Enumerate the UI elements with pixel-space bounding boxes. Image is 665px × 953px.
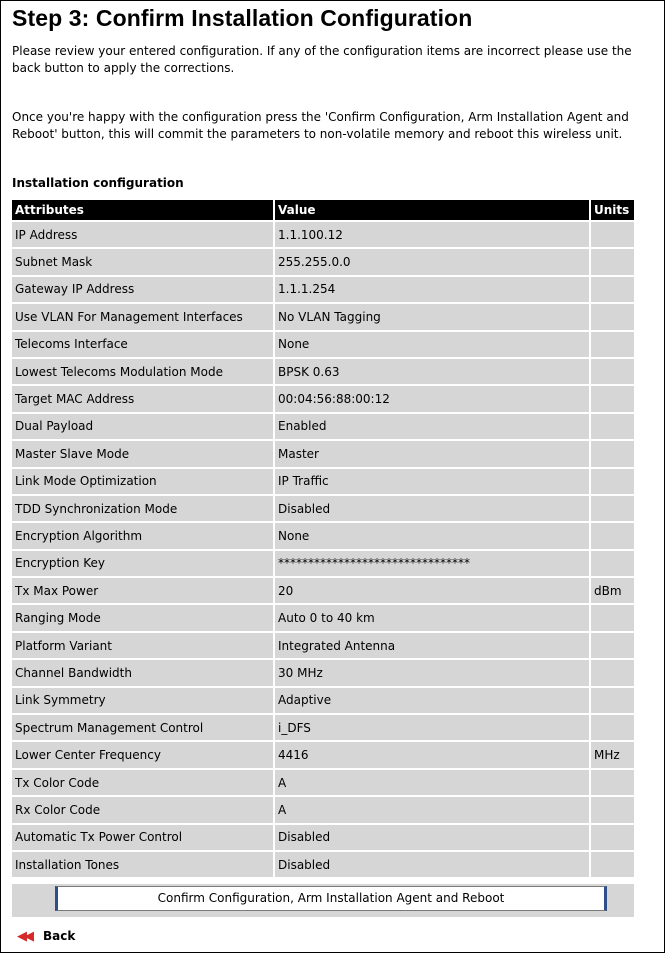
value-cell: 1.1.100.12 [275, 222, 589, 247]
table-row [12, 688, 634, 713]
value-cell: Adaptive [275, 688, 589, 713]
table-row [12, 523, 634, 548]
value-cell: IP Traffic [275, 469, 589, 494]
value-cell: 4416 [275, 742, 589, 767]
value-cell: i_DFS [275, 715, 589, 740]
units-cell [591, 441, 634, 466]
table-row [12, 277, 634, 302]
table-row [12, 249, 634, 274]
attribute-cell: Subnet Mask [12, 249, 273, 274]
units-cell [591, 523, 634, 548]
attribute-cell: Encryption Key [12, 551, 273, 576]
table-row [12, 825, 634, 850]
attribute-cell: Target MAC Address [12, 386, 273, 411]
units-cell [591, 605, 634, 630]
back-link[interactable] [17, 927, 75, 945]
attribute-cell: Link Mode Optimization [12, 469, 273, 494]
attribute-cell: Link Symmetry [12, 688, 273, 713]
units-cell [591, 770, 634, 795]
units-cell [591, 304, 634, 329]
value-cell: Auto 0 to 40 km [275, 605, 589, 630]
attribute-cell: Gateway IP Address [12, 277, 273, 302]
header-units: Units [591, 200, 634, 220]
confirm-button-row [12, 884, 634, 917]
double-left-arrow-icon: ◀◀ [17, 928, 31, 944]
installation-config-table [10, 198, 636, 879]
units-cell: MHz [591, 742, 634, 767]
units-cell [591, 249, 634, 274]
section-title: Installation configuration [12, 176, 184, 190]
value-cell: A [275, 770, 589, 795]
value-cell: A [275, 797, 589, 822]
attribute-cell: Dual Payload [12, 414, 273, 439]
units-cell [591, 332, 634, 357]
units-cell [591, 633, 634, 658]
table-row [12, 332, 634, 357]
attribute-cell: Spectrum Management Control [12, 715, 273, 740]
value-cell: 30 MHz [275, 660, 589, 685]
table-row [12, 222, 634, 247]
table-row [12, 605, 634, 630]
confirm-reboot-button[interactable]: Confirm Configuration, Arm Installation Agent and Reboot [55, 886, 607, 911]
units-cell [591, 359, 634, 384]
attribute-cell: Lowest Telecoms Modulation Mode [12, 359, 273, 384]
page-title: Step 3: Confirm Installation Configuration [12, 5, 473, 31]
units-cell [591, 660, 634, 685]
attribute-cell: Lower Center Frequency [12, 742, 273, 767]
attribute-cell: Use VLAN For Management Interfaces [12, 304, 273, 329]
value-cell: ******************************** [275, 551, 589, 576]
table-body [12, 222, 634, 877]
attribute-cell: Rx Color Code [12, 797, 273, 822]
table-row [12, 797, 634, 822]
header-value: Value [275, 200, 589, 220]
units-cell [591, 496, 634, 521]
table-row [12, 441, 634, 466]
units-cell [591, 469, 634, 494]
attribute-cell: Encryption Algorithm [12, 523, 273, 548]
value-cell: 00:04:56:88:00:12 [275, 386, 589, 411]
table-row [12, 414, 634, 439]
value-cell: Disabled [275, 496, 589, 521]
value-cell: Disabled [275, 825, 589, 850]
table-header-row [12, 200, 634, 220]
value-cell: Enabled [275, 414, 589, 439]
attribute-cell: Channel Bandwidth [12, 660, 273, 685]
attribute-cell: Ranging Mode [12, 605, 273, 630]
attribute-cell: Automatic Tx Power Control [12, 825, 273, 850]
units-cell [591, 715, 634, 740]
value-cell: Disabled [275, 852, 589, 877]
table-row [12, 660, 634, 685]
value-cell: Master [275, 441, 589, 466]
attribute-cell: TDD Synchronization Mode [12, 496, 273, 521]
units-cell [591, 688, 634, 713]
value-cell: No VLAN Tagging [275, 304, 589, 329]
attribute-cell: Platform Variant [12, 633, 273, 658]
units-cell [591, 852, 634, 877]
value-cell: Integrated Antenna [275, 633, 589, 658]
table-row [12, 496, 634, 521]
table-row [12, 715, 634, 740]
attribute-cell: Tx Max Power [12, 578, 273, 603]
table-row [12, 304, 634, 329]
header-attributes: Attributes [12, 200, 273, 220]
value-cell: None [275, 332, 589, 357]
units-cell [591, 277, 634, 302]
table-row [12, 852, 634, 877]
table-row [12, 578, 634, 603]
table-row [12, 770, 634, 795]
table-row [12, 469, 634, 494]
attribute-cell: Tx Color Code [12, 770, 273, 795]
table-row [12, 359, 634, 384]
attribute-cell: Telecoms Interface [12, 332, 273, 357]
units-cell: dBm [591, 578, 634, 603]
table-row [12, 633, 634, 658]
value-cell: 20 [275, 578, 589, 603]
units-cell [591, 222, 634, 247]
back-label: Back [43, 929, 76, 943]
units-cell [591, 797, 634, 822]
table-row [12, 551, 634, 576]
units-cell [591, 551, 634, 576]
table-row [12, 386, 634, 411]
table-row [12, 742, 634, 767]
attribute-cell: Master Slave Mode [12, 441, 273, 466]
units-cell [591, 386, 634, 411]
review-instructions: Please review your entered configuration. If any of the configuration items are incorrect please use the back button to apply the corrections. [12, 44, 632, 75]
value-cell: None [275, 523, 589, 548]
confirm-instructions: Once you're happy with the configuration press the 'Confirm Configuration, Arm Installation Agent and Reboot' button, this will commit the parameters to non-volatile memory and reboot this wireless unit. [12, 110, 629, 141]
value-cell: 255.255.0.0 [275, 249, 589, 274]
value-cell: BPSK 0.63 [275, 359, 589, 384]
attribute-cell: Installation Tones [12, 852, 273, 877]
attribute-cell: IP Address [12, 222, 273, 247]
units-cell [591, 825, 634, 850]
value-cell: 1.1.1.254 [275, 277, 589, 302]
units-cell [591, 414, 634, 439]
